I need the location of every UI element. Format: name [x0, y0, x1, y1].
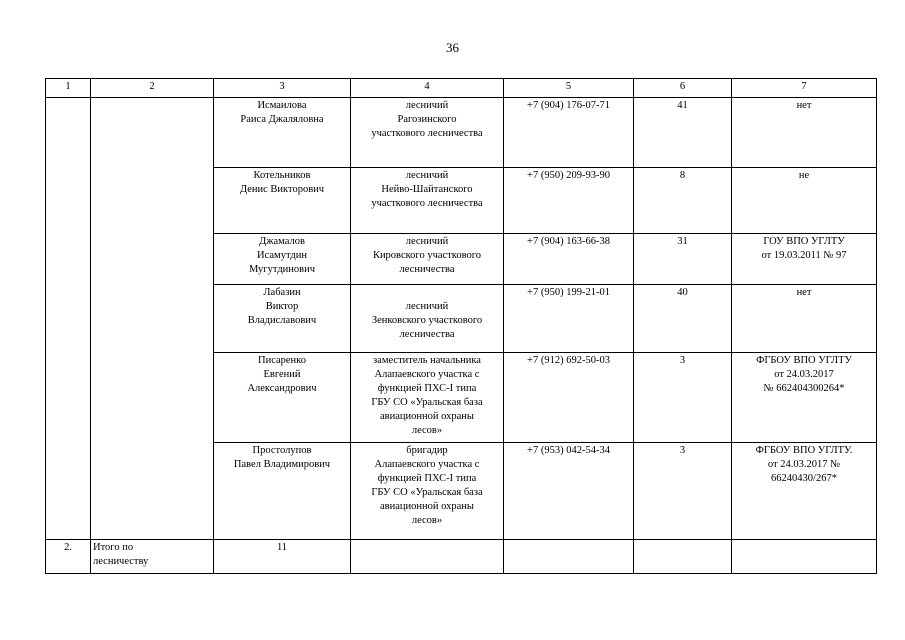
- table-row: [46, 98, 877, 168]
- employee-phone: +7 (904) 163-66-38: [504, 234, 634, 285]
- total-index: 2.: [46, 540, 91, 574]
- cell-forestry-empty: [91, 98, 214, 540]
- employee-education: нет: [732, 285, 877, 353]
- employee-number: 40: [634, 285, 732, 353]
- total-row: [46, 540, 877, 574]
- header-col-3: 3: [214, 79, 351, 98]
- employee-phone: +7 (950) 199-21-01: [504, 285, 634, 353]
- employee-number: 3: [634, 353, 732, 443]
- employee-phone: +7 (912) 692-50-03: [504, 353, 634, 443]
- employee-number: 8: [634, 168, 732, 234]
- header-col-7: 7: [732, 79, 877, 98]
- employee-education: ФГБОУ ВПО УГЛТУ. от 24.03.2017 № 66240430/267*: [732, 443, 877, 540]
- header-col-5: 5: [504, 79, 634, 98]
- employee-name: Исмаилова Раиса Джаляловна: [214, 98, 351, 168]
- employee-phone: +7 (953) 042-54-34: [504, 443, 634, 540]
- header-col-4: 4: [351, 79, 504, 98]
- employee-position: лесничий Нейво-Шайтанского участкового лесничества: [351, 168, 504, 234]
- employee-education: ГОУ ВПО УГЛТУ от 19.03.2011 № 97: [732, 234, 877, 285]
- employee-position: лесничий Кировского участкового лесничества: [351, 234, 504, 285]
- employee-number: 41: [634, 98, 732, 168]
- table-header-row: [46, 79, 877, 98]
- total-label: Итого по лесничеству: [91, 540, 214, 574]
- total-value: 11: [214, 540, 351, 574]
- total-empty-cell: [504, 540, 634, 574]
- employee-name: Писаренко Евгений Александрович: [214, 353, 351, 443]
- employee-education: ФГБОУ ВПО УГЛТУ от 24.03.2017 № 662404300264*: [732, 353, 877, 443]
- header-col-6: 6: [634, 79, 732, 98]
- total-empty-cell: [732, 540, 877, 574]
- employee-number: 31: [634, 234, 732, 285]
- employee-name: Котельников Денис Викторович: [214, 168, 351, 234]
- employee-name: Джамалов Исамутдин Мугутдинович: [214, 234, 351, 285]
- total-empty-cell: [634, 540, 732, 574]
- employee-phone: +7 (950) 209-93-90: [504, 168, 634, 234]
- employee-education: нет: [732, 98, 877, 168]
- employee-position: лесничий Зенковского участкового лесничества: [351, 285, 504, 353]
- employee-position: заместитель начальника Алапаевского участка с функцией ПХС-I типа ГБУ СО «Уральская база авиационной охраны лесов»: [351, 353, 504, 443]
- employee-number: 3: [634, 443, 732, 540]
- employee-phone: +7 (904) 176-07-71: [504, 98, 634, 168]
- total-empty-cell: [351, 540, 504, 574]
- employee-position: бригадир Алапаевского участка с функцией ПХС-I типа ГБУ СО «Уральская база авиационной охраны лесов»: [351, 443, 504, 540]
- employee-name: Простолупов Павел Владимирович: [214, 443, 351, 540]
- staff-table: [45, 78, 877, 574]
- page-number: 36: [446, 40, 459, 55]
- header-col-2: 2: [91, 79, 214, 98]
- employee-position: лесничий Рагозинского участкового лесничества: [351, 98, 504, 168]
- employee-name: Лабазин Виктор Владиславович: [214, 285, 351, 353]
- employee-education: не: [732, 168, 877, 234]
- cell-index-empty: [46, 98, 91, 540]
- header-col-1: 1: [46, 79, 91, 98]
